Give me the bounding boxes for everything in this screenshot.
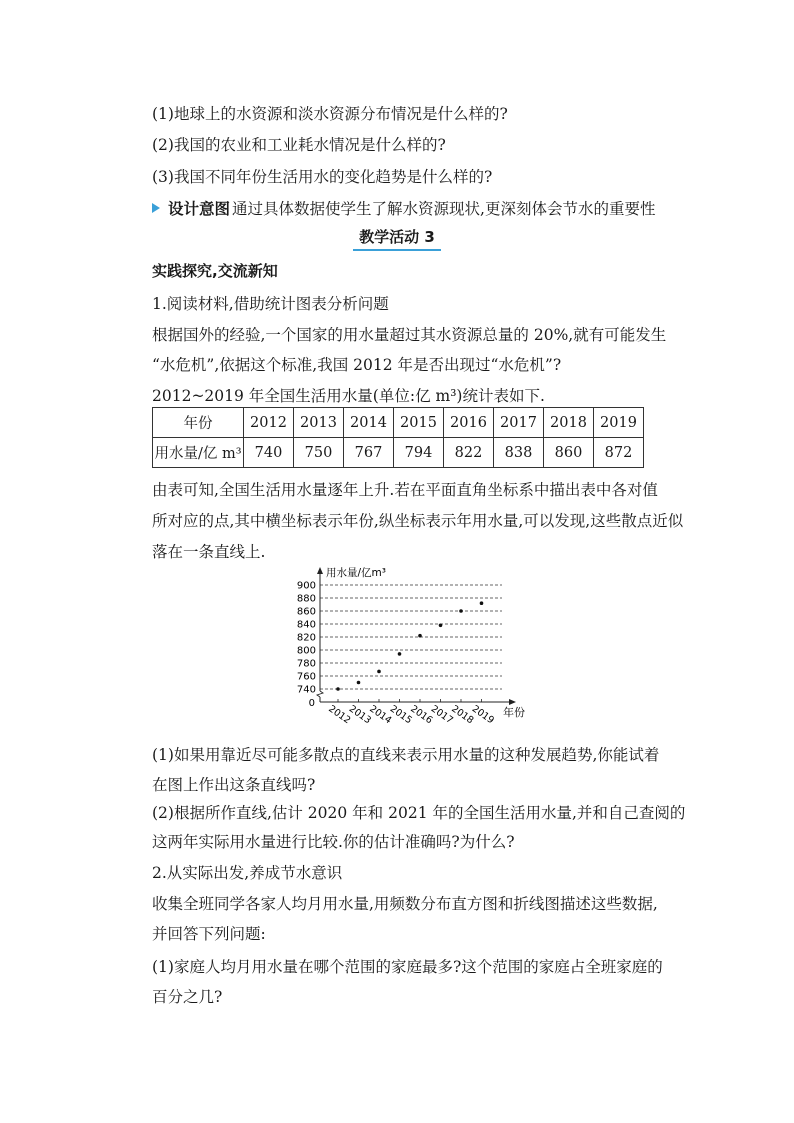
- question-trend-line-2: 在图上作出这条直线吗?: [152, 776, 316, 794]
- table-year: 2019: [594, 408, 644, 438]
- table-year: 2015: [394, 408, 444, 438]
- y-tick-label: 0: [308, 698, 315, 709]
- axis-break: [317, 691, 323, 697]
- table-value: 860: [544, 438, 594, 468]
- question-estimate-line-2: 这两年实际用水量进行比较.你的估计准确吗?为什么?: [152, 833, 515, 851]
- triangle-bullet-icon: [152, 203, 160, 213]
- x-tick-label: 2012: [326, 703, 353, 727]
- y-tick-label: 760: [296, 671, 316, 683]
- x-tick-label: 2017: [428, 703, 455, 727]
- data-point: [336, 687, 340, 691]
- table-value: 838: [494, 438, 544, 468]
- question-household-line-1: (1)家庭人均月用水量在哪个范围的家庭最多?这个范围的家庭占全班家庭的: [152, 958, 663, 976]
- data-point: [459, 609, 463, 613]
- x-tick-label: 2013: [346, 703, 373, 727]
- question-2: (2)我国的农业和工业耗水情况是什么样的?: [152, 136, 446, 154]
- table-caption: 2012~2019 年全国生活用水量(单位:亿 m³)统计表如下.: [152, 387, 545, 405]
- chart-grid: [320, 585, 502, 689]
- y-tick-label: 800: [296, 645, 316, 657]
- activity-title: 教学活动 3: [0, 226, 794, 251]
- table-year: 2013: [294, 408, 344, 438]
- water-usage-scatter-chart: [290, 563, 550, 735]
- table-year: 2017: [494, 408, 544, 438]
- x-axis-title: 年份: [503, 706, 525, 719]
- data-point: [439, 624, 443, 628]
- table-year: 2018: [544, 408, 594, 438]
- item-1-title: 1.阅读材料,借助统计图表分析问题: [152, 295, 389, 313]
- paragraph-2-line-1: 由表可知,全国生活用水量逐年上升.若在平面直角坐标系中描出表中各对值: [152, 481, 658, 499]
- y-tick-label: 740: [296, 684, 316, 696]
- table-value: 750: [294, 438, 344, 468]
- design-intent-label: 设计意图: [168, 200, 231, 218]
- data-point: [357, 681, 361, 685]
- question-3: (3)我国不同年份生活用水的变化趋势是什么样的?: [152, 168, 493, 186]
- data-point: [480, 601, 484, 605]
- y-tick-label: 820: [296, 632, 316, 644]
- y-tick-label: 880: [296, 593, 316, 605]
- table-header-row: [153, 408, 644, 438]
- chart-axes: [317, 567, 516, 705]
- paragraph-2-line-3: 落在一条直线上.: [152, 543, 266, 561]
- table-year: 2012: [244, 408, 294, 438]
- paragraph-3-line-1: 收集全班同学各家人均月用水量,用频数分布直方图和折线图描述这些数据,: [152, 895, 658, 913]
- table-year: 2016: [444, 408, 494, 438]
- paragraph-1-line-2: “水危机”,依据这个标准,我国 2012 年是否出现过“水危机”?: [152, 356, 562, 374]
- x-tick-label: 2018: [449, 703, 476, 727]
- table-value: 740: [244, 438, 294, 468]
- paragraph-2-line-2: 所对应的点,其中横坐标表示年份,纵坐标表示年用水量,可以发现,这些散点近似: [152, 512, 684, 530]
- x-axis-arrow: [509, 699, 516, 705]
- question-trend-line-1: (1)如果用靠近尽可能多散点的直线来表示用水量的这种发展趋势,你能试着: [152, 746, 660, 764]
- chart-points: [336, 601, 483, 690]
- table-value: 822: [444, 438, 494, 468]
- table-value-row: [153, 438, 644, 468]
- table-value: 872: [594, 438, 644, 468]
- design-intent-text: 通过具体数据使学生了解水资源现状,更深刻体会节水的重要性: [232, 200, 656, 218]
- y-axis-arrow: [317, 567, 323, 574]
- table-value: 794: [394, 438, 444, 468]
- paragraph-1-line-1: 根据国外的经验,一个国家的用水量超过其水资源总量的 20%,就有可能发生: [152, 326, 667, 344]
- question-estimate-line-1: (2)根据所作直线,估计 2020 年和 2021 年的全国生活用水量,并和自己查阅的: [152, 804, 686, 822]
- x-tick-label: 2015: [387, 703, 414, 727]
- data-point: [418, 634, 422, 638]
- y-tick-label: 840: [296, 619, 316, 631]
- data-point: [398, 652, 402, 656]
- question-1: (1)地球上的水资源和淡水资源分布情况是什么样的?: [152, 105, 508, 123]
- y-tick-label: 780: [296, 658, 316, 670]
- section-heading: 实践探究,交流新知: [152, 262, 278, 280]
- paragraph-3-line-2: 并回答下列问题:: [152, 925, 266, 943]
- x-tick-label: 2014: [367, 703, 394, 727]
- table-year: 2014: [344, 408, 394, 438]
- x-tick-label: 2016: [408, 703, 435, 727]
- data-point: [377, 670, 381, 674]
- y-tick-label: 900: [296, 580, 316, 592]
- y-tick-label: 860: [296, 606, 316, 618]
- question-household-line-2: 百分之几?: [152, 988, 223, 1006]
- y-axis-title: 用水量/亿m³: [326, 567, 386, 579]
- design-intent: [152, 197, 655, 219]
- table-value: 767: [344, 438, 394, 468]
- table-header-label: 年份: [153, 408, 244, 438]
- item-2-title: 2.从实际出发,养成节水意识: [152, 864, 343, 882]
- x-tick-label: 2019: [469, 703, 496, 727]
- table-row-label: 用水量/亿 m³: [153, 438, 244, 468]
- water-usage-table: [152, 407, 644, 468]
